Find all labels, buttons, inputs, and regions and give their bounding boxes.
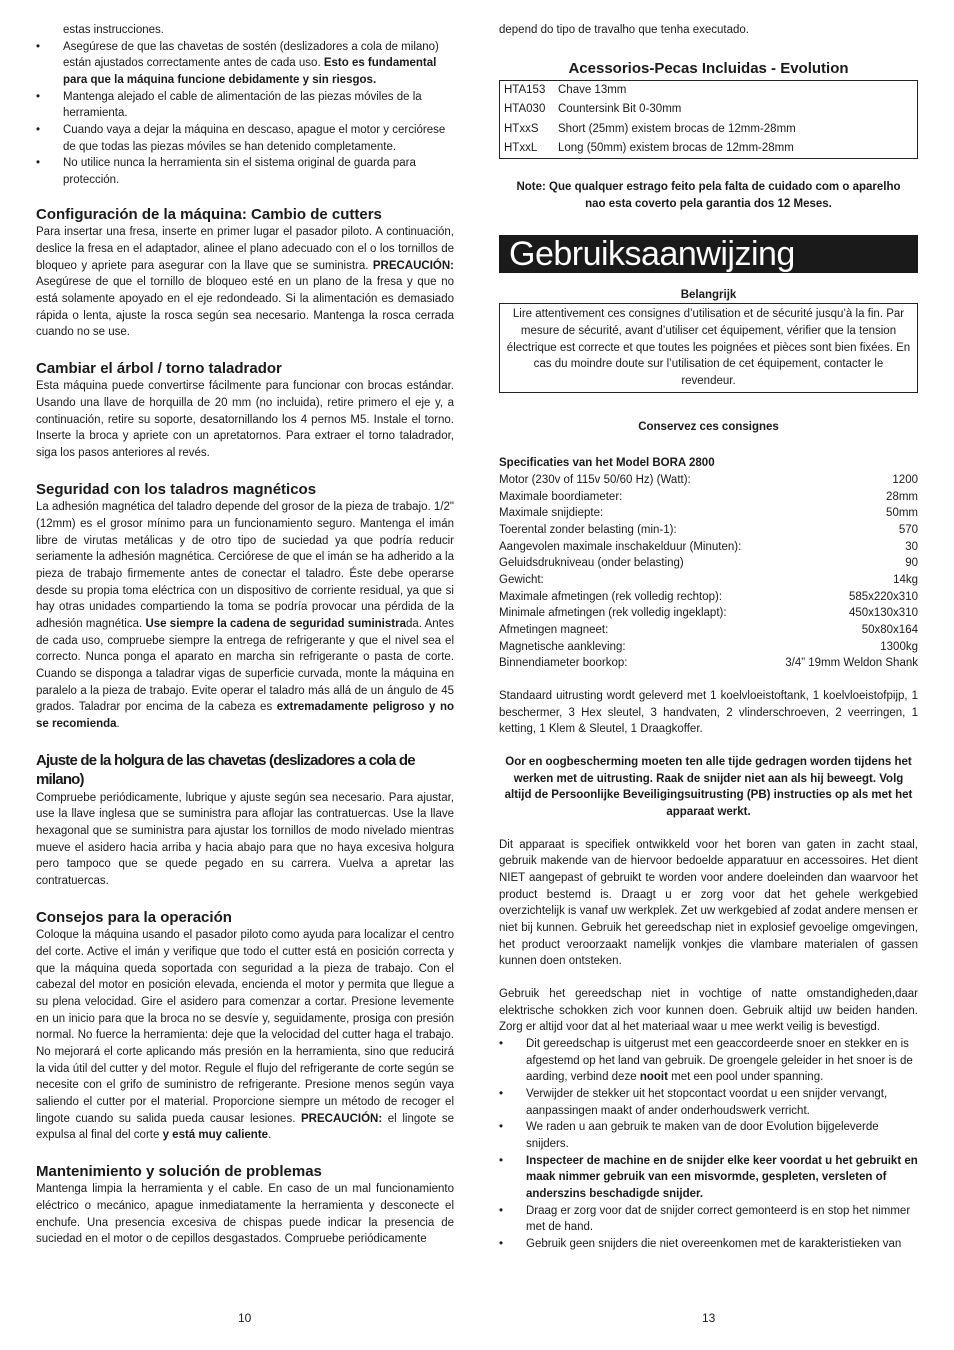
spec-row (499, 489, 918, 506)
spec-row (499, 555, 918, 572)
usage-paragraph: Dit apparaat is specifiek ontwikkeld voor het boren van gaten in zacht staal, gebruik makende van de hiervoor bedoelde apparatuur en accessoires. Het dient NIET aangepast of gebruikt te worden voor andere doeleinden dan waarvoor het product bestemd is. Draagt u er zorg voor dat het gehele werkgebied overzichtelijk is vanaf uw werkplek. Zet uw werkgebied af zodat andere mensen er niet bij kunnen. Gebruik het gereedschap niet in explosief gevoelige omgevingen, het product veroorzaakt namelijk vonkjes die vlambare materialen of gassen kunnen doen ontsteken. (499, 838, 918, 968)
spec-value: 30 (905, 540, 918, 553)
section-body: Esta máquina puede convertirse fácilmente para funcionar con brocas estándar. Usando una llave de horquilla de 20 mm (no incluida), retire primero el eje y, a continuación, retire su soporte, desatornillando los 4 pernos M5. Instale el torno. Inserte la broca y apriete con un apretatornos. Para extraer el torno taladrador, siga los pasos anteriores al revés. (36, 380, 454, 460)
important-label: Belangrijk (680, 288, 737, 301)
continued-text: depend do tipo de travalho que tenha executado. (499, 24, 750, 36)
spec-label: Maximale snijdiepte: (499, 507, 604, 520)
list-item: • Gebruik geen snijders die niet overeenkomen met de karakteristieken van (499, 1236, 918, 1253)
list-item: • Dit gereedschap is uitgerust met een geaccordeerde snoer en stekker en is afgestemd op het land van gebruik. De groengele geleider in het snoer is de aarding, verbind deze nooit met een pool under spanning. (499, 1036, 918, 1086)
spec-label: Afmetingen magneet: (499, 623, 609, 636)
intro-bullet-list (36, 39, 454, 189)
section-heading: Seguridad con los taladros magnéticos (36, 480, 317, 498)
accessories-heading: Acessorios-Pecas Incluidas - Evolution (568, 59, 849, 77)
spec-row (499, 622, 918, 639)
spec-value: 90 (905, 557, 918, 570)
section-body: Mantenga limpia la herramienta y el cable. En caso de un mal funcionamiento eléctrico o mecánico, apague inmediatamente la herramienta y desconecte el enchufe. Una presencia excesiva de chispas puede indicar la presencia de suciedad en el motor o de cepillos desgastados. Compruebe periódicamente (36, 1183, 454, 1246)
section-body: Compruebe periódicamente, lubrique y ajuste según sea necesario. Para ajustar, use la llave inglesa que se suministra para aflojar las contratuercas. Use la llave hexagonal que se suministra para ajustar los tornillos de modo nivelado mientras mueve el asidero hacia arriba y hacia abajo para que no haya excesiva holgura pero tampoco que se quede pegado en su carrera. Vuelva a apretar las contratuercas. (36, 791, 454, 888)
spec-list (499, 472, 918, 672)
list-item: • Verwijder de stekker uit het stopcontact voordat u een snijder vervangt, aanpassingen maakt of ander onderhoudswerk verricht. (499, 1086, 918, 1119)
page-number-left: 10 (238, 1311, 252, 1325)
spec-label: Magnetische aankleving: (499, 640, 626, 653)
spec-value: 585x220x310 (848, 590, 918, 603)
table-row: HTA153 Chave 13mm (504, 84, 627, 97)
spec-label: Maximale boordiameter: (499, 490, 623, 503)
spec-row (499, 539, 918, 556)
safety-warning: Oor en oogbescherming moeten ten alle tijde gedragen worden tijdens het werken met de uitrusting. Raak de snijder niet aan als hij beweegt. Volg altijd de Persoonlijke Beveiligingsuitrusting (PB) instructies op als met het apparaat werkt. (504, 755, 913, 818)
list-item: • Mantenga alejado el cable de alimentación de las piezas móviles de la herramienta. (36, 89, 454, 122)
spec-value: 14kg (893, 573, 918, 586)
table-row: HTxxS Short (25mm) existem brocas de 12mm-28mm (504, 122, 796, 135)
spec-row (499, 655, 918, 672)
spec-value: 1300kg (880, 640, 918, 653)
spec-value: 450x130x310 (848, 607, 918, 620)
spec-row (499, 472, 918, 489)
spec-value: 50x80x164 (861, 623, 918, 636)
spec-label: Binnendiameter boorkop: (499, 657, 628, 670)
spec-label: Motor (230v of 115v 50/60 Hz) (Watt): (499, 473, 691, 486)
spec-value: 1200 (892, 473, 918, 486)
spec-value: 3/4” 19mm Weldon Shank (785, 657, 918, 670)
list-item: • Cuando vaya a dejar la máquina en descaso, apague el motor y cerciórese de que todas las piezas móviles se han detenido completamente. (36, 122, 454, 155)
list-item: • Draag er zorg voor dat de snijder correct gemonteerd is en stop het nimmer met de hand. (499, 1203, 918, 1236)
left-column (36, 22, 454, 1248)
accessories-table (499, 80, 918, 159)
spec-row (499, 639, 918, 656)
spec-value: 28mm (886, 490, 918, 503)
table-row: HTxxL Long (50mm) existem brocas de 12mm-28mm (504, 141, 794, 154)
spec-label: Maximale afmetingen (rek volledig rechtop): (499, 590, 723, 603)
spec-value: 570 (898, 523, 918, 536)
keep-instructions-label: Conservez ces consignes (638, 420, 779, 433)
spec-value: 50mm (886, 507, 918, 520)
spec-label: Toerental zonder belasting (min-1): (499, 523, 677, 536)
spec-row (499, 589, 918, 606)
section-heading: Configuración de la máquina: Cambio de cutters (36, 205, 382, 223)
page-number-right: 13 (702, 1311, 716, 1325)
section-body: Para insertar una fresa, inserte en primer lugar el pasador piloto. A continuación, deslice la fresa en el adaptador, alinee el plano adecuado con el o los tornillos de bloqueo y apriete para asegurar con la llave que se suministra. PRECAUCIÓN: Asegúrese de que el tornillo de bloqueo esté en un plano de la fresa y que no está solamente apoyado en el eje redondeado. Si la alimentación es demasiado rápida o lenta, ajuste la rosca según sea necesario. Mantenga la rosca cerrada cuando no se use. (36, 226, 454, 339)
section-banner: Gebruiksaanwijzing (499, 235, 918, 273)
spec-label: Minimale afmetingen (rek volledig ingeklapt): (499, 607, 727, 620)
important-notice-box: Lire attentivement ces consignes d’utilisation et de sécurité jusqu’à la fin. Par mesure de sécurité, avant d’utiliser cet équipement, vérifier que la tension électrique est correcte et que toutes les poignées et pièces sont bien fixées. En cas du moindre doute sur l’utilisation de cet équipement, contacter le revendeur. (499, 303, 918, 392)
warranty-note: Note: Que qualquer estrago feito pela falta de cuidado com o aparelho nao esta coverto pela garantia dos 12 Meses. (516, 181, 901, 210)
spec-row (499, 505, 918, 522)
usage-paragraph: Gebruik het gereedschap niet in vochtige of natte omstandigheden,daar elektrische schokken zich voor kunnen doen. Gebruik altijd uw beiden handen. Zorg er altijd voor dat al het materiaal waar u mee werkt veilig is bevestigd. (499, 988, 918, 1034)
section-heading: Cambiar el árbol / torno taladrador (36, 359, 282, 377)
section-body: La adhesión magnética del taladro depende del grosor de la pieza de trabajo. 1/2" (12mm) es el grosor mínimo para un funcionamiento seguro. Mantenga el imán libre de virutas metálicas y de otro tipo de suciedad ya que podría reducir seriamente la adhesión magnética. Cerciórese de que el imán se ha adherido a la pieza de trabajo firmemente antes de conectar el taladro. Éste debe operarse desde su propia toma eléctrica con un dispositivo de corriente residual, ya que si hay otras unidades compartiendo la toma se podría provocar una pérdida de la adhesión magnética. Use siempre la cadena de seguridad suministrada. Antes de cada uso, compruebe siempre la entrega de refrigerante y que el nivel sea el correcto. Nunca ponga el aparato en marcha sin refrigerante o pasta de corte. Cuando se disponga a taladrar vigas de superficie curvada, monte la máquina en paralelo a la pieza de trabajo. Evite operar el taladro más allá de un ángulo de 45 grados. Taladrar por encima de la cabeza es extremadamente peligroso y no se recomienda. (36, 501, 454, 731)
spec-row (499, 572, 918, 589)
spec-label: Gewicht: (499, 573, 544, 586)
intro-continued: estas instrucciones. (63, 24, 164, 36)
table-row: HTA030 Countersink Bit 0-30mm (504, 103, 682, 116)
section-heading: Mantenimiento y solución de problemas (36, 1162, 322, 1180)
section-heading: Consejos para la operación (36, 908, 232, 926)
spec-heading: Specificaties van het Model BORA 2800 (499, 457, 715, 470)
safety-bullet-list (499, 1036, 918, 1253)
list-item: • We raden u aan gebruik te maken van de door Evolution bijgeleverde snijders. (499, 1119, 918, 1152)
list-item: • No utilice nunca la herramienta sin el sistema original de guarda para protección. (36, 155, 454, 188)
spec-label: Aangevolen maximale inschakelduur (Minuten): (499, 540, 742, 553)
list-item: • Inspecteer de machine en de snijder elke keer voordat u het gebruikt en maak nimmer gebruik van een misvormde, gespleten, versleten of anderszins beschadigde snijder. (499, 1153, 918, 1203)
list-item: • Asegúrese de que las chavetas de sostén (deslizadores a cola de milano) están ajustados correctamente antes de cada uso. Esto es fundamental para que la máquina funcione debidamente y sin riesgos. (36, 39, 454, 89)
spec-row (499, 605, 918, 622)
section-body: Coloque la máquina usando el pasador piloto como ayuda para localizar el centro del corte. Active el imán y verifique que todo el cutter está en posición correcta y que la máquina queda soportada con seguridad a la pieza de trabajo. Con el cabezal del motor en posición elevada, encienda el motor y permita que llegue a su plena velocidad. Gire el asidero para comenzar a cortar. Presione levemente en un inicio para que la broca no se desvíe y, seguidamente, prosiga con presión normal. No fuerce la herramienta: deje que la velocidad del cutter haga el trabajo. No mejorará el corte aplicando más presión en la herramienta, sino que reducirá la vida útil del cutter y del motor. Regule el flujo del refrigerante de corte según se necesite con el grifo de suministro de refrigerante. Presione menos según vaya saliendo el cutter por el material. Proporcione siempre un método de recoger el lingote cuando su salida pueda causar lesiones. PRECAUCIÓN: el lingote se expulsa al final del corte y está muy caliente. (36, 929, 454, 1142)
spec-label: Geluidsdrukniveau (onder belasting) (499, 557, 684, 570)
right-column (499, 22, 918, 1253)
section-heading: Ajuste de la holgura de las chavetas (deslizadores a cola de milano) (36, 751, 415, 789)
spec-row (499, 522, 918, 539)
standard-equipment: Standaard uitrusting wordt geleverd met 1 koelvloeistoftank, 1 koelvloeistofpijp, 1 beschermer, 3 Hex sleutel, 3 handvaten, 2 vlinderschroeven, 2 veerringen, 1 ketting, 1 Klem & Sleutel, 1 Draagkoffer. (499, 689, 918, 736)
